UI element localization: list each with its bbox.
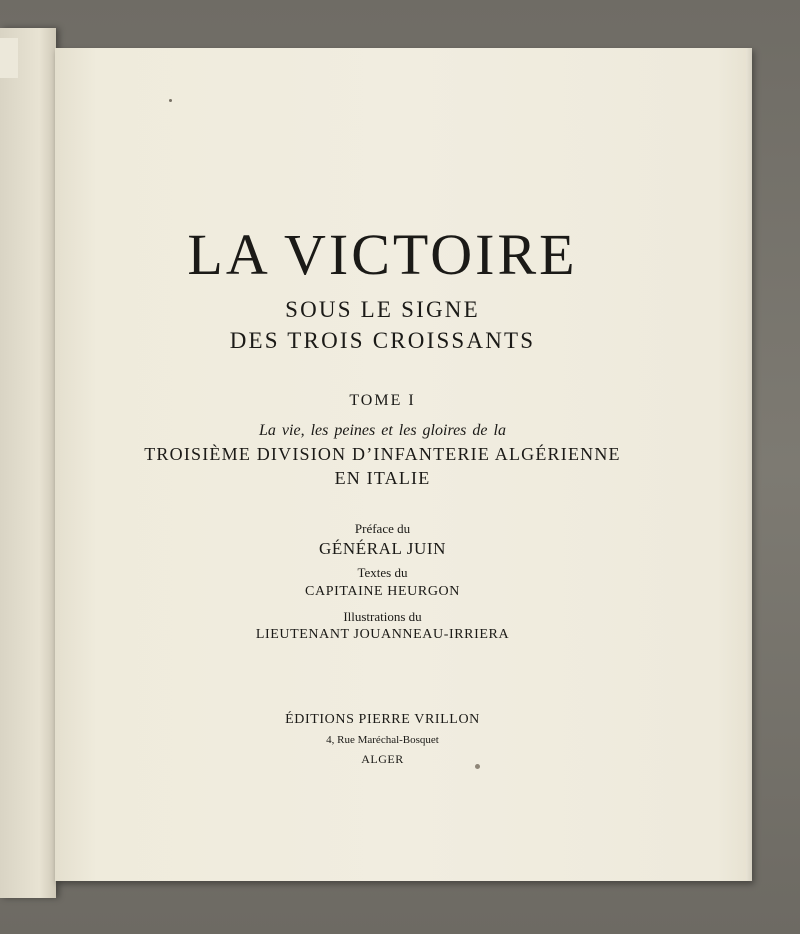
description-italic: La vie, les peines et les gloires de la [259, 422, 506, 439]
texts-label: Textes du [357, 565, 408, 580]
publisher-name: ÉDITIONS PIERRE VRILLON [285, 712, 480, 727]
preface-label: Préface du [354, 521, 411, 536]
illustrations-author: LIEUTENANT JOUANNEAU-IRRIERA [255, 627, 510, 642]
volume-label: TOME I [349, 392, 416, 409]
publisher-city: ALGER [361, 752, 404, 766]
title-page-content [55, 48, 752, 881]
page-corner-strip [0, 38, 18, 78]
publisher-address: 4, Rue Maréchal-Bosquet [326, 734, 439, 746]
texts-author: CAPITAINE HEURGON [305, 584, 460, 599]
division-name-line1: TROISIÈME DIVISION D’INFANTERIE ALGÉRIENNE [144, 444, 621, 464]
division-name-line2: EN ITALIE [334, 468, 431, 488]
book-title: LA VICTOIRE [187, 222, 578, 287]
preface-author: GÉNÉRAL JUIN [319, 539, 446, 558]
title-page [55, 48, 752, 881]
book-subtitle-line2: DES TROIS CROISSANTS [229, 328, 536, 353]
illustrations-label: Illustrations du [343, 609, 422, 624]
facing-page-edge [0, 28, 56, 898]
book-subtitle-line1: SOUS LE SIGNE [285, 297, 480, 322]
